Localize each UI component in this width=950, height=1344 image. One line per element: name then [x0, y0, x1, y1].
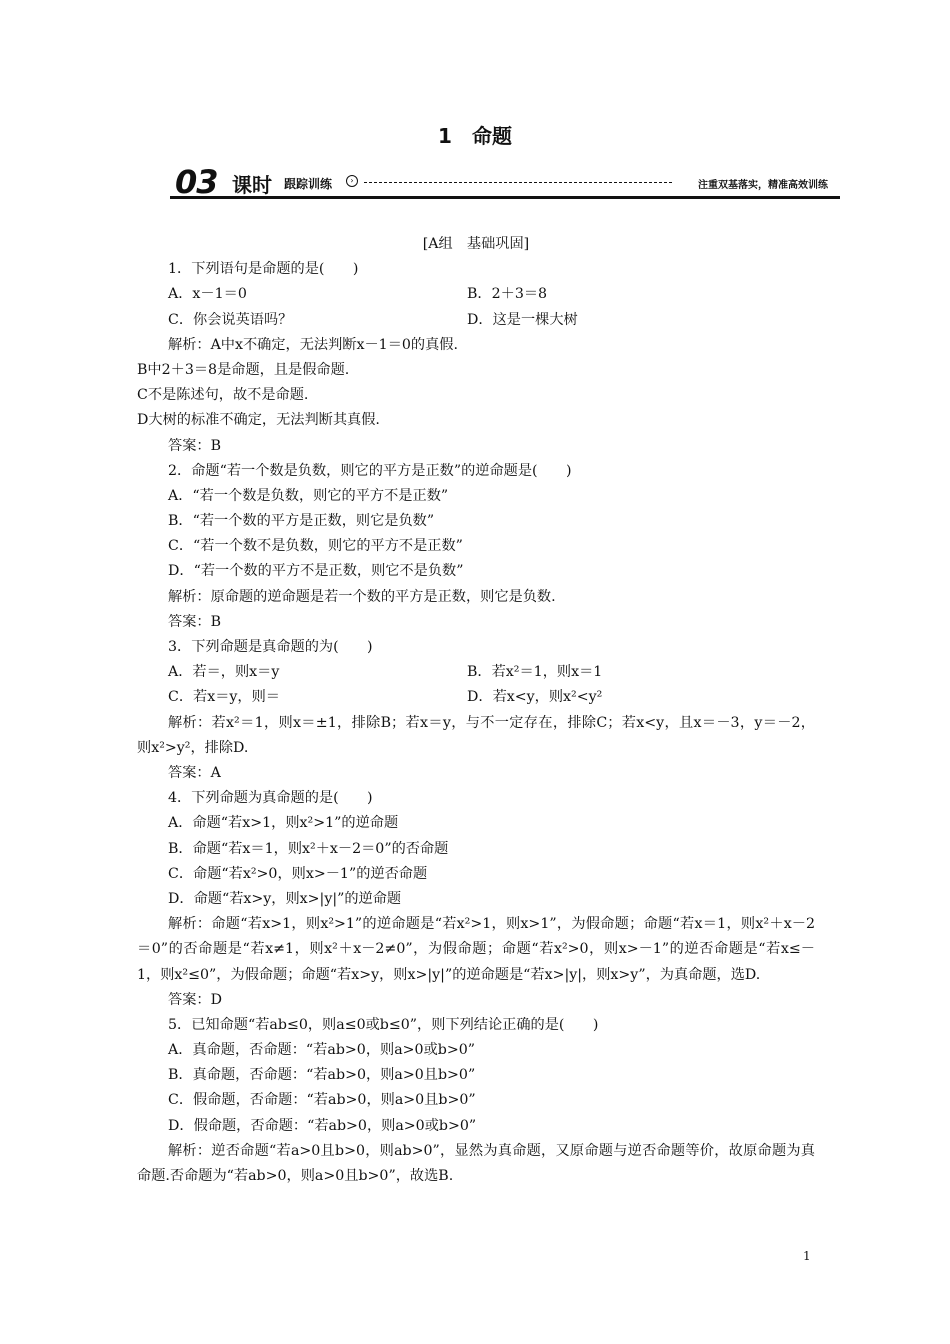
option-c: C．“若一个数不是负数，则它的平方不是正数”	[168, 538, 463, 555]
question-5-explanation: 解析：逆否命题“若a>0且b>0，则ab>0”，显然为真命题，又原命题与逆否命题等价，故原命题为真命题.否命题为“若ab>0，则a>0且b>0”，故选B.	[137, 1142, 815, 1185]
banner-rule	[170, 196, 840, 199]
option-a: A．“若一个数是负数，则它的平方不是正数”	[168, 487, 449, 504]
option-b: B．“若一个数的平方是正数，则它是负数”	[168, 513, 435, 530]
option-c: C．命题“若x²>0，则x>－1”的逆否命题	[168, 865, 428, 882]
exercise-content	[137, 232, 815, 1189]
option-c: C．你会说英语吗？	[168, 311, 293, 328]
option-d: D．“若一个数的平方不是正数，则它不是负数”	[168, 563, 464, 580]
option-d: D．若x<y，则x²<y²	[467, 689, 603, 706]
banner-slogan: 注重双基落实，精准高效训练	[698, 180, 828, 191]
dashed-divider	[364, 182, 672, 183]
question-4-answer: 答案：D	[168, 991, 222, 1008]
question-1-explanation-b: B中2＋3＝8是命题，且是假命题.	[137, 361, 350, 378]
option-d: D．这是一棵大树	[467, 311, 578, 328]
page-number: 1	[803, 1249, 811, 1263]
question-4-explanation: 解析：命题“若x>1，则x²>1”的逆命题是“若x²>1，则x>1”，为假命题；命题“若x＝1，则x²＋x－2＝0”的否命题是“若x≠1，则x²＋x－2≠0”，为假命题；命题“若x²>0，则x>－1”的逆否命题是“若x≤－1，则x²≤0”，为假命题；命题“若x>y，则x>|y|”的逆命题是“若x>|y|，则x>y”，为真命题，选D.	[137, 916, 815, 983]
option-b: B．2＋3＝8	[467, 286, 548, 303]
page-title: 1 命题	[438, 124, 512, 148]
question-3-stem: 3．下列命题是真命题的为( )	[168, 639, 373, 655]
question-2-stem: 2．命题“若一个数是负数，则它的平方是正数”的逆命题是( )	[168, 462, 572, 479]
option-b: B．若x²＝1，则x＝1	[467, 664, 603, 681]
option-d: D．命题“若x>y，则x>|y|”的逆命题	[168, 890, 402, 907]
question-3-answer: 答案：A	[168, 764, 221, 781]
option-c: C．假命题，否命题：“若ab>0，则a>0且b>0”	[168, 1092, 476, 1109]
question-1-answer: 答案：B	[168, 437, 221, 454]
question-1-options-cd	[137, 308, 815, 333]
banner-number: 03	[175, 163, 218, 201]
question-5-stem: 5．已知命题“若ab≤0，则a≤0或b≤0”，则下列结论正确的是( )	[168, 1016, 599, 1033]
option-c: C．若x＝y，则＝	[168, 689, 280, 706]
section-heading: [A组 基础巩固]	[422, 236, 530, 252]
option-a: A．命题“若x>1，则x²>1”的逆命题	[168, 815, 399, 832]
lesson-banner	[170, 163, 840, 203]
question-3-options-cd	[137, 685, 815, 710]
option-b: B．命题“若x＝1，则x²＋x－2＝0”的否命题	[168, 840, 449, 857]
question-3-options-ab	[137, 660, 815, 685]
question-1-explanation: 解析：A中x不确定，无法判断x－1＝0的真假.	[168, 336, 458, 353]
option-a: A．若＝，则x＝y	[168, 664, 280, 681]
option-b: B．真命题，否命题：“若ab>0，则a>0且b>0”	[168, 1067, 476, 1084]
banner-sub: 跟踪训练	[284, 177, 333, 191]
question-2-explanation: 解析：原命题的逆命题是若一个数的平方是正数，则它是负数.	[168, 588, 556, 605]
question-4-stem: 4．下列命题为真命题的是( )	[168, 790, 373, 807]
option-a: A．真命题，否命题：“若ab>0，则a>0或b>0”	[168, 1042, 476, 1059]
banner-label: 课时	[232, 173, 272, 197]
question-2-answer: 答案：B	[168, 613, 221, 630]
question-1-explanation-c: C不是陈述句，故不是命题.	[137, 387, 309, 404]
option-a: A．x－1＝0	[168, 286, 247, 303]
question-3-explanation: 解析：若x²＝1，则x＝±1，排除B；若x＝y，与不一定存在，排除C；若x<y，且x＝－3，y＝－2，则x²>y²，排除D.	[137, 714, 815, 756]
arrow-right-icon: ›	[346, 175, 358, 187]
option-d: D．假命题，否命题：“若ab>0，则a>0或b>0”	[168, 1117, 477, 1134]
question-1-stem: 1．下列语句是命题的是( )	[168, 261, 359, 278]
question-1-options-ab	[137, 282, 815, 307]
question-1-explanation-d: D大树的标准不确定，无法判断其真假.	[137, 412, 380, 429]
